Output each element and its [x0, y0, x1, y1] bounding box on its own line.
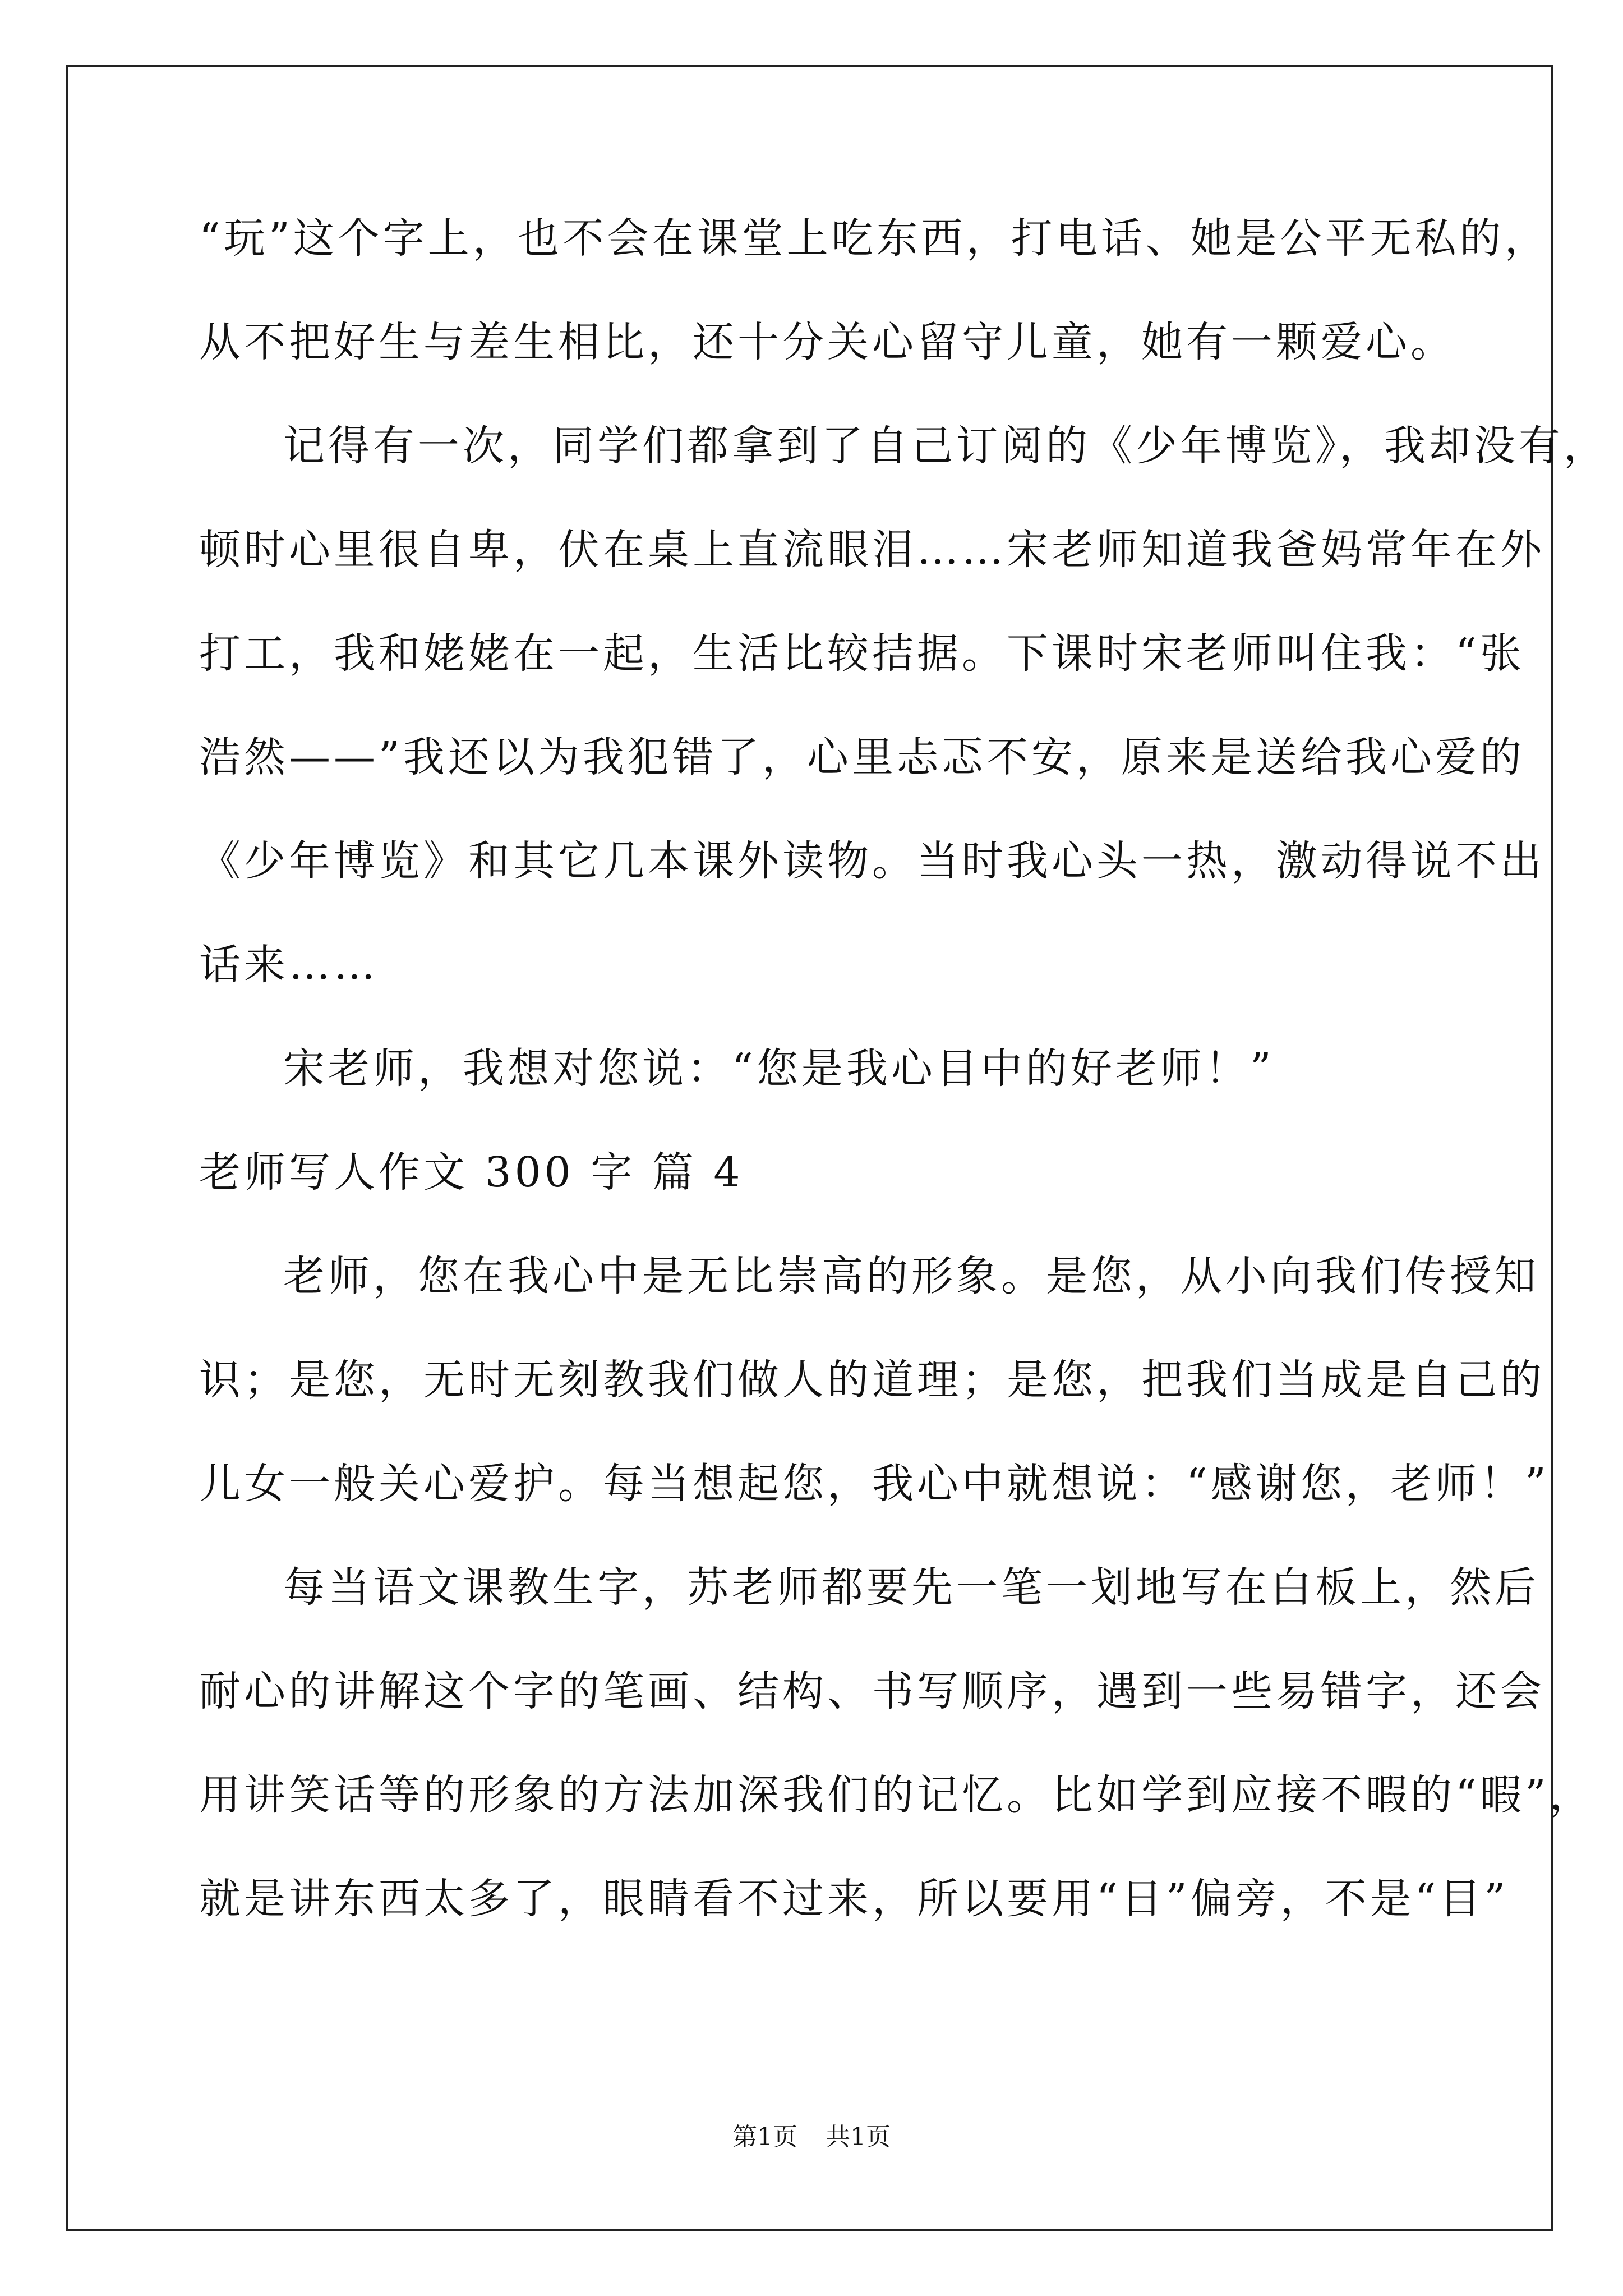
page-footer: [0, 2120, 1623, 2154]
text-line-6: 浩然——”我还以为我犯错了，心里忐忑不安，原来是送给我心爱的: [199, 733, 1525, 781]
text-line-15: 耐心的讲解这个字的笔画、结构、书写顺序，遇到一些易错字，还会: [199, 1667, 1545, 1715]
paragraph-start-line: 老师，您在我心中是无比崇高的形象。是您，从小向我们传授知: [283, 1252, 1539, 1300]
page-total: 共1页: [826, 2123, 891, 2151]
text-line-17: 就是讲东西太多了，眼睛看不过来，所以要用“日”偏旁，不是“目”: [199, 1875, 1509, 1923]
text-line-4: 顿时心里很自卑，伏在桌上直流眼泪……宋老师知道我爸妈常年在外: [199, 526, 1545, 574]
section-heading: 老师写人作文 300 字 篇 4: [199, 1148, 744, 1197]
paragraph-start-line: 宋老师，我想对您说：“您是我心目中的好老师！”: [283, 1045, 1275, 1093]
page-number: 第1页: [732, 2123, 797, 2151]
paragraph-start-line: 每当语文课教生字，苏老师都要先一笔一划地写在白板上，然后: [283, 1563, 1539, 1612]
text-line-13: 儿女一般关心爱护。每当想起您，我心中就想说：“感谢您，老师！”: [199, 1460, 1550, 1508]
text-line-1: “玩”这个字上，也不会在课堂上吃东西，打电话、她是公平无私的，: [199, 214, 1550, 263]
text-line-5: 打工，我和姥姥在一起，生活比较拮据。下课时宋老师叫住我：“张: [199, 629, 1525, 678]
text-line-16: 用讲笑话等的形象的方法加深我们的记忆。比如学到应接不暇的“暇”，: [199, 1771, 1594, 1819]
text-line-7: 《少年博览》和其它几本课外读物。当时我心头一热，激动得说不出: [199, 837, 1545, 885]
text-line-8: 话来……: [199, 941, 379, 989]
paragraph-start-line: 记得有一次，同学们都拿到了自己订阅的《少年博览》，我却没有，: [283, 422, 1608, 470]
text-line-2: 从不把好生与差生相比，还十分关心留守儿童，她有一颗爱心。: [199, 318, 1455, 366]
text-line-12: 识；是您，无时无刻教我们做人的道理；是您，把我们当成是自己的: [199, 1356, 1545, 1404]
